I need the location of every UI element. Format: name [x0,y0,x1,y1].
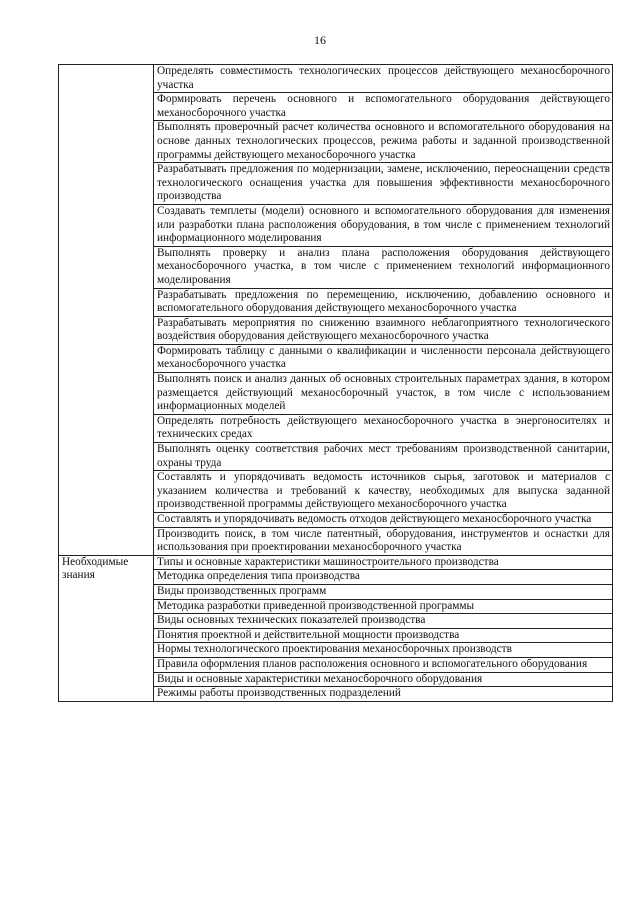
list-item: Определять совместимость технологических процессов действующего механосборочного участка [154,65,613,93]
section-label-duties [59,65,154,556]
section-label-knowledge: Необходимые знания [59,555,154,701]
list-item: Формировать перечень основного и вспомогательного оборудования действующего механосборочного участка [154,93,613,121]
list-item: Виды основных технических показателей производства [154,614,613,629]
list-item: Формировать таблицу с данными о квалификации и численности персонала действующего механосборочного участка [154,344,613,372]
list-item: Выполнять оценку соответствия рабочих мест требованиям производственной санитарии, охраны труда [154,443,613,471]
list-item: Типы и основные характеристики машиностроительного производства [154,555,613,570]
list-item: Методика определения типа производства [154,570,613,585]
list-item: Понятия проектной и действительной мощности производства [154,628,613,643]
list-item: Составлять и упорядочивать ведомость отходов действующего механосборочного участка [154,513,613,528]
list-item: Выполнять проверочный расчет количества основного и вспомогательного оборудования на основе данных технологических процессов, режима работы и заданной производственной программы действующего механосборочного участка [154,121,613,163]
list-item: Виды производственных программ [154,584,613,599]
list-item: Разрабатывать предложения по перемещению, исключению, добавлению основного и вспомогательного оборудования действующего механосборочного участка [154,288,613,316]
list-item: Выполнять поиск и анализ данных об основных строительных параметрах здания, в котором размещается действующий механосборочный участок, в том числе с использованием информационных моделей [154,373,613,415]
list-item: Нормы технологического проектирования механосборочных производств [154,643,613,658]
requirements-table [58,64,613,702]
list-item: Режимы работы производственных подразделений [154,687,613,702]
list-item: Составлять и упорядочивать ведомость источников сырья, заготовок и материалов с указанием количества и требований к качеству, необходимых для выпуска заданной производственной программы действующего механосборочного участка [154,471,613,513]
list-item: Методика разработки приведенной производственной программы [154,599,613,614]
table-row [59,65,613,93]
list-item: Определять потребность действующего механосборочного участка в энергоносителях и технических средах [154,414,613,442]
list-item: Разрабатывать мероприятия по снижению взаимного неблагоприятного технологического воздействия оборудования действующего механосборочного участка [154,316,613,344]
list-item: Разрабатывать предложения по модернизации, замене, исключению, переоснащении средств технологического оснащения участка для повышения эффективности механосборочного производства [154,163,613,205]
list-item: Создавать темплеты (модели) основного и вспомогательного оборудования для изменения или разработки плана расположения оборудования, в том числе с применением технологий информационного моделирования [154,204,613,246]
page-number: 16 [314,33,326,47]
list-item: Правила оформления планов расположения основного и вспомогательного оборудования [154,657,613,672]
list-item: Виды и основные характеристики механосборочного оборудования [154,672,613,687]
table-row [59,555,613,570]
list-item: Производить поиск, в том числе патентный, оборудования, инструментов и оснастки для использования при проектировании механосборочного участка [154,527,613,555]
list-item: Выполнять проверку и анализ плана расположения оборудования действующего механосборочного участка, в том числе с применением технологий информационного моделирования [154,246,613,288]
